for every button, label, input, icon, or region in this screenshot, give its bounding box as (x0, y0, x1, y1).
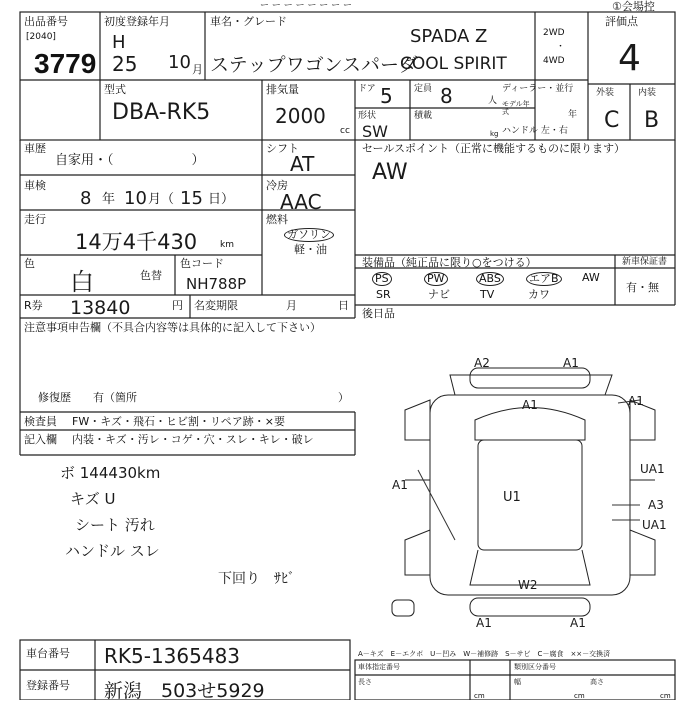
equip-sr: SR (376, 288, 391, 301)
note-5: 下回り ｻﾋﾞ (218, 571, 295, 587)
color-code-label: 色コード (180, 257, 224, 270)
equip-pw: PW (424, 272, 448, 286)
color-label: 色 (24, 257, 35, 270)
plate-number: 新潟 503せ5929 (104, 680, 265, 702)
change-day: 日 (338, 299, 349, 312)
change-month: 月 (286, 299, 297, 312)
footer-label-3: 長さ (358, 678, 372, 686)
color-swap-label: 色替 (140, 269, 162, 282)
back-seat-label: 後日品 (362, 307, 395, 320)
fuel-label: 燃料 (266, 213, 288, 226)
color-code: NH788P (186, 275, 247, 293)
era: H (112, 32, 126, 53)
equip-label: 装備品（純正品に限り○をつける） (362, 256, 537, 269)
dealer-label: ディーラー・並行 (502, 84, 574, 94)
entry-items: 内装・キズ・汚レ・コゲ・穴・スレ・キレ・破レ (72, 433, 314, 446)
copy-label: ①会場控 (612, 0, 655, 13)
drive-4wd: 4WD (543, 56, 565, 66)
color: 白 (70, 268, 94, 296)
score-label: 評価点 (605, 15, 638, 28)
shift: AT (290, 152, 315, 176)
cc-unit: cc (340, 126, 350, 136)
capacity: 8 (440, 84, 453, 108)
entry-label: 記入欄 (24, 433, 57, 446)
grade-line1: SPADA Z (410, 26, 488, 47)
model-label: 型式 (104, 83, 126, 96)
plate-label: 登録番号 (26, 679, 70, 692)
inspection-day: 15 (180, 188, 203, 209)
yen-unit: 円 (172, 299, 183, 312)
kg-unit: kg (490, 130, 499, 138)
grade-line2: COOL SPIRIT (400, 54, 507, 74)
int-label: 内装 (638, 88, 657, 98)
lot-sub: [2040] (26, 32, 56, 42)
drive-2wd: 2WD (543, 28, 565, 38)
mileage: 14万4千430 (75, 230, 198, 254)
equip-tv: TV (480, 288, 495, 301)
footer-label-5: 高さ (590, 678, 604, 686)
mark-a2: A2 (474, 356, 490, 370)
doors-label: ドア (358, 84, 376, 94)
fuel-gasoline: ガソリン (284, 228, 334, 242)
reg-year: 25 (112, 52, 138, 76)
mark-w2: W2 (518, 578, 538, 592)
model: DBA-RK5 (112, 100, 211, 125)
warranty-label: 新車保証書 (622, 257, 668, 267)
person-unit: 人 (488, 96, 498, 106)
chassis-number: RK5-1365483 (104, 644, 241, 668)
inspection-label: 車検 (24, 179, 46, 192)
mark-a1-rear-right: A1 (570, 616, 586, 630)
shift-label: シフト (266, 142, 299, 155)
ac: AAC (280, 190, 322, 214)
equip-leather: カワ (528, 288, 550, 301)
chassis-label: 車台番号 (26, 647, 70, 660)
mark-a1-top: A1 (563, 356, 579, 370)
mark-ua1-right: UA1 (640, 462, 665, 476)
checker-label: 検査員 (24, 415, 57, 428)
footer-label-1: 車体指定番号 (358, 663, 400, 671)
year-unit: 年 (568, 110, 578, 120)
mark-ua1-right2: UA1 (642, 518, 667, 532)
equip-airbag: エアB (526, 272, 562, 286)
sales-point: AW (372, 160, 408, 185)
handle-label: ハンドル 左・右 (502, 126, 568, 136)
footer-cm-1: cm (474, 692, 485, 700)
score: 4 (618, 38, 641, 79)
repair-label: 修復歴 有（箇所 (38, 391, 137, 404)
footer-cm-3: cm (660, 692, 671, 700)
capacity-label: 定員 (414, 84, 433, 94)
lot-label: 出品番号 (24, 15, 68, 28)
inspection-month: 10 (124, 188, 147, 209)
equip-ps: PS (372, 272, 392, 286)
month-unit: 月 (192, 63, 203, 76)
car-name: ステップワゴンスパーダ (210, 54, 419, 76)
note-2: キズ U (70, 490, 116, 508)
mark-a1-right: A1 (628, 394, 644, 408)
diagram-legend: A－キズ E－エクボ U－凹み W－補修跡 S－サビ C－腐食 ××－交換済 (358, 650, 611, 658)
car-name-label: 車名・グレード (210, 15, 287, 28)
mark-a1-hood: A1 (522, 398, 538, 412)
int-grade: B (644, 108, 660, 133)
sales-label: セールスポイント（正常に機能するものに限ります） (362, 142, 626, 155)
change-label: 名変期限 (194, 299, 238, 312)
drive-dot: ・ (556, 42, 566, 52)
equip-abs: ABS (476, 272, 504, 286)
usage: 自家用・（ ） (55, 153, 205, 168)
usage-label: 車歴 (24, 142, 46, 155)
note-3: シート 汚れ (75, 516, 155, 534)
ext-label: 外装 (596, 88, 615, 98)
mark-a3: A3 (648, 498, 664, 512)
inspection-y-unit: 年 (102, 192, 116, 207)
equip-navi: ナビ (428, 288, 450, 301)
recycle-label: R券 (24, 299, 43, 312)
first-reg-label: 初度登録年月 (104, 15, 170, 28)
top-strip: ー ー ー ー ー ー ー ー (260, 1, 353, 11)
doors: 5 (380, 84, 393, 108)
lot-number: 3779 (34, 48, 97, 79)
mileage-label: 走行 (24, 213, 46, 226)
load-label: 積載 (414, 111, 433, 121)
footer-cm-2: cm (574, 692, 585, 700)
inspection-m-unit: 月（ (148, 192, 175, 207)
displacement: 2000 (275, 104, 326, 128)
warranty-value: 有・無 (626, 281, 659, 294)
equip-aw: AW (582, 271, 600, 284)
ext-grade: C (604, 108, 620, 133)
ac-label: 冷房 (266, 179, 288, 192)
inspection-year: 8 (80, 188, 92, 209)
note-4: ハンドル スレ (65, 542, 160, 560)
reg-month: 10 (168, 52, 191, 73)
footer-label-4: 幅 (514, 678, 521, 686)
model-year-label: モデル年式 (502, 100, 530, 116)
body: SW (362, 122, 388, 141)
footer-label-2: 類別区分番号 (514, 663, 556, 671)
displacement-label: 排気量 (266, 83, 299, 96)
note-1: ボ 144430km (60, 464, 161, 482)
km-unit: km (220, 240, 234, 250)
recycle-amount: 13840 (70, 297, 131, 319)
checker-items: FW・キズ・飛石・ヒビ割・リペア跡・×要 (72, 415, 285, 428)
repair-close: ） (338, 391, 349, 404)
notes-label: 注意事項申告欄（不具合内容等は具体的に記入して下さい） (24, 321, 321, 334)
mark-u1: U1 (503, 490, 521, 505)
fuel-diesel: 軽・油 (294, 243, 327, 256)
inspection-d-unit: 日） (208, 192, 235, 207)
mark-a1-rear-left: A1 (476, 616, 492, 630)
mark-a1-left: A1 (392, 478, 408, 492)
body-label: 形状 (358, 111, 377, 121)
